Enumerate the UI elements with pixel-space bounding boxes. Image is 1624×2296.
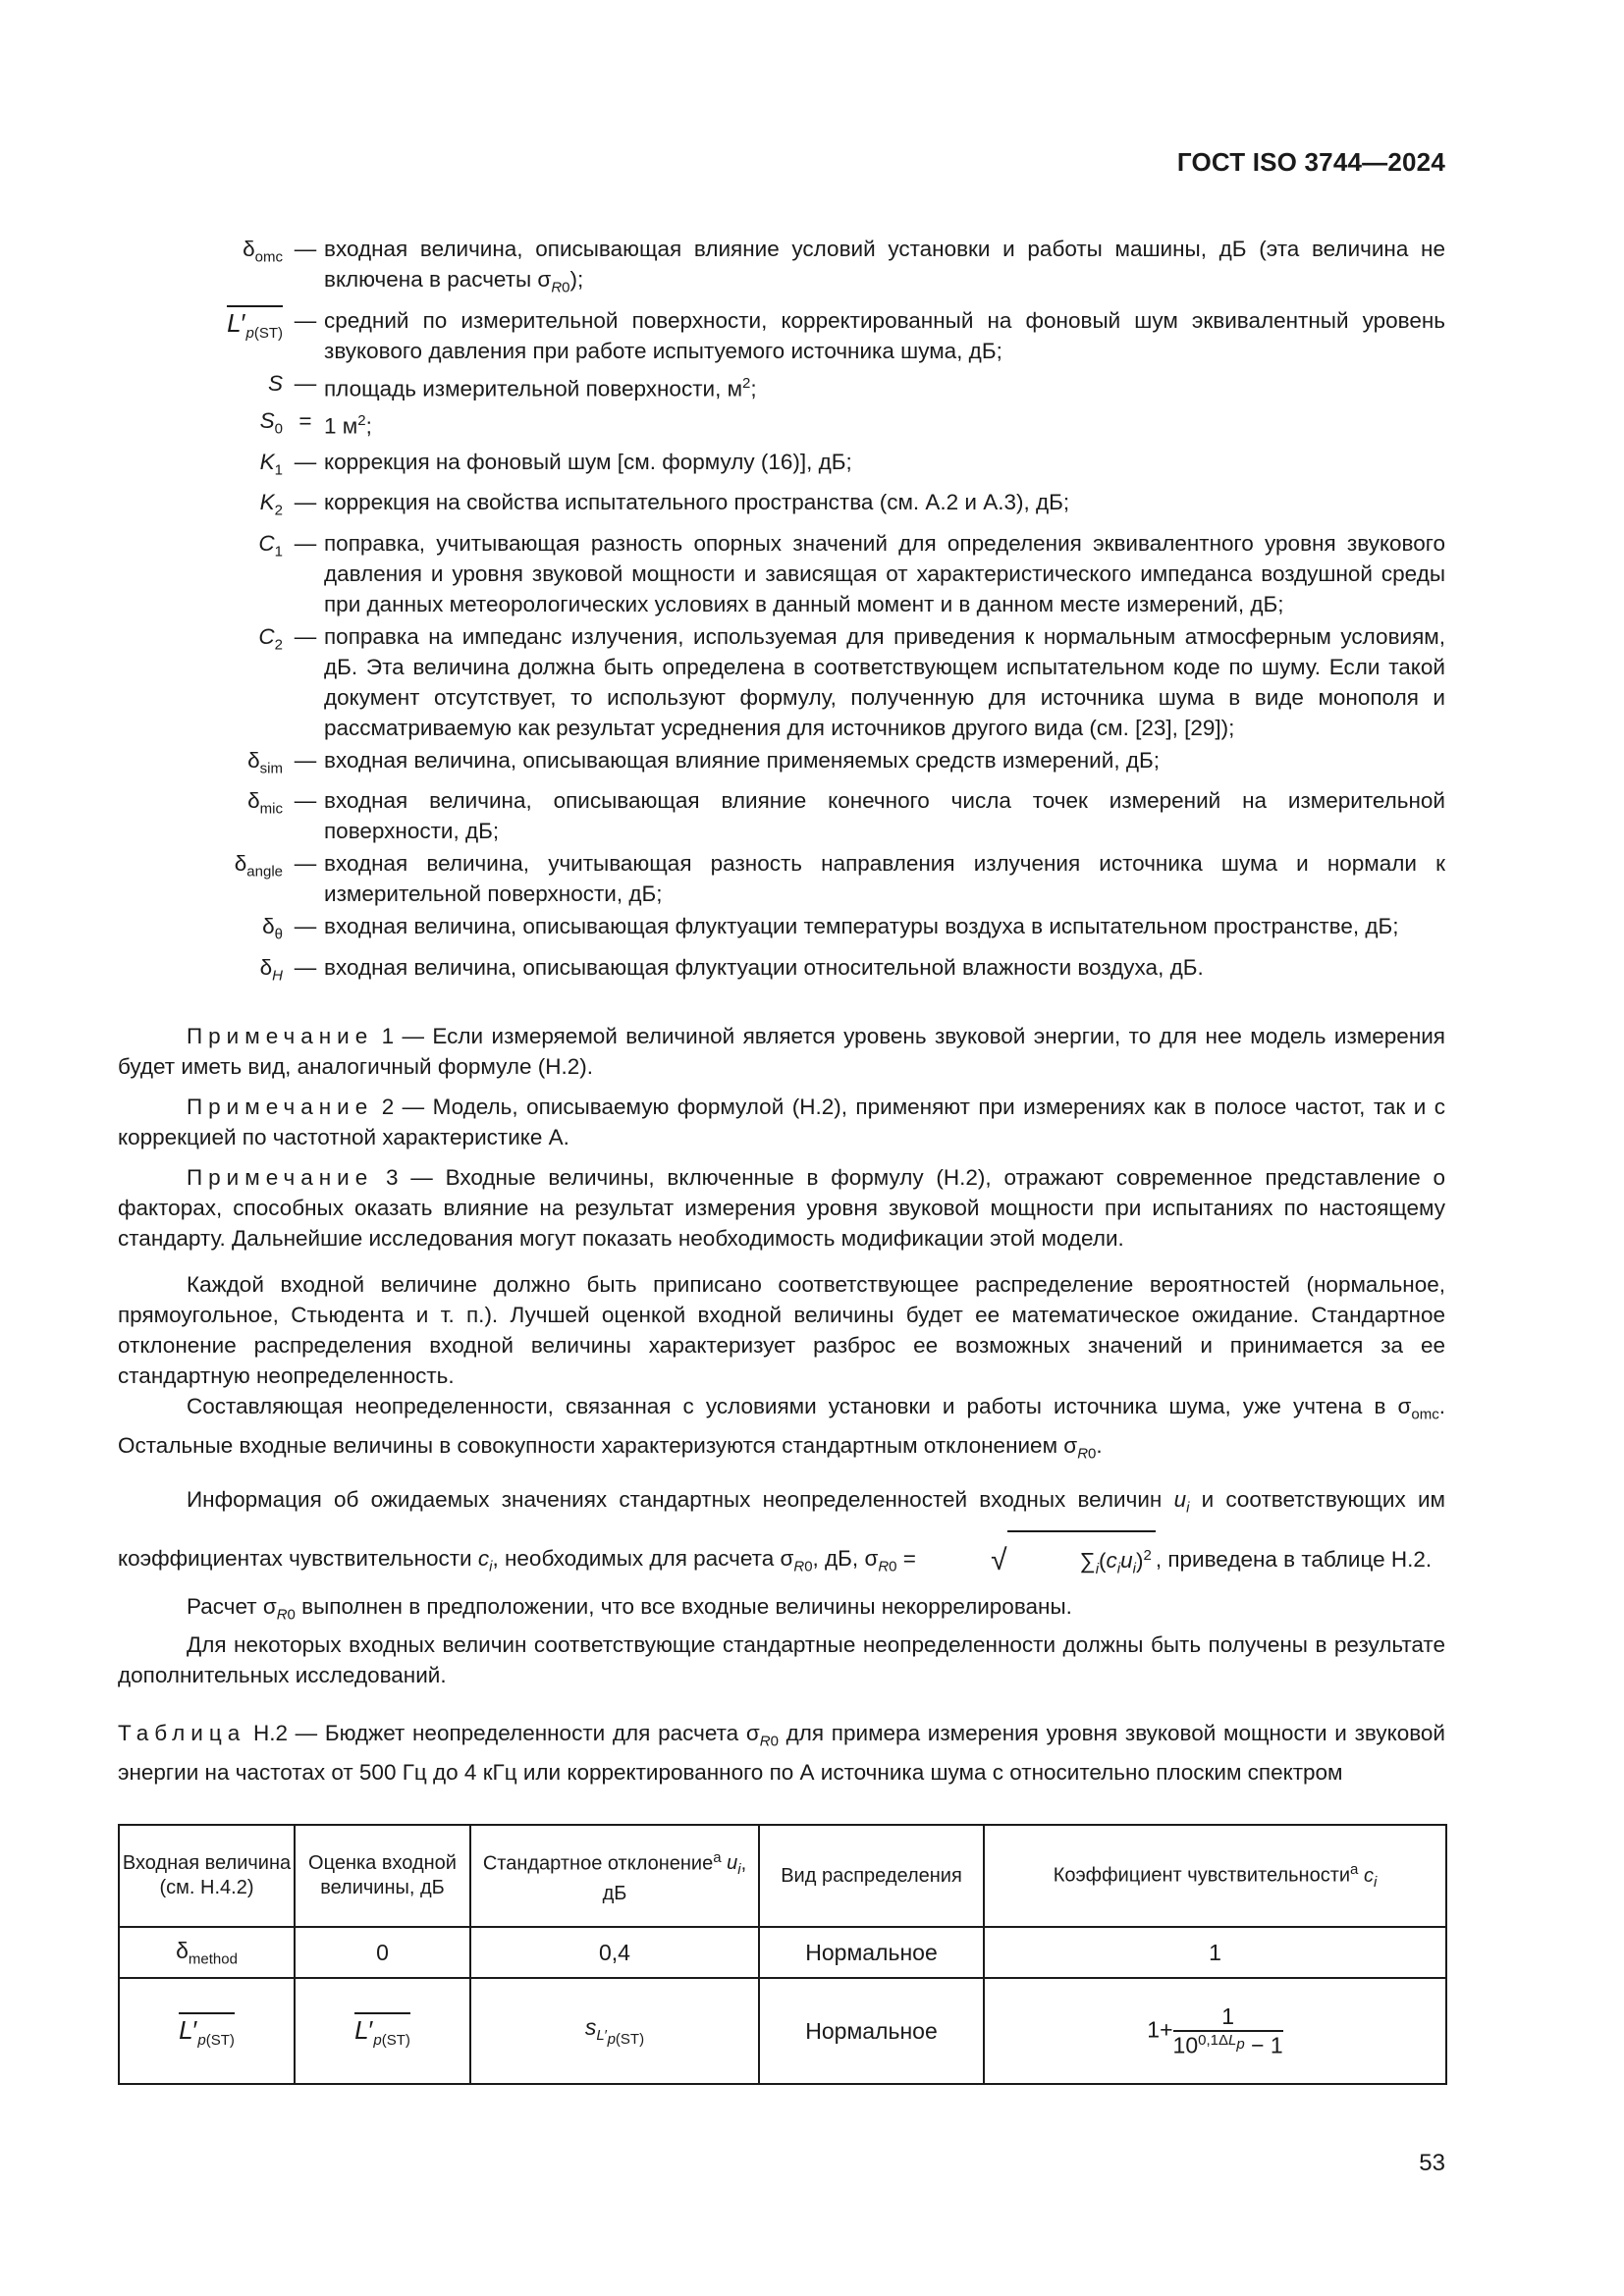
definition-symbol: $\delta_{mic}$ <box>247 788 283 818</box>
definition-dash: — <box>294 530 317 556</box>
definition-text: 1 $м^2$; <box>324 412 372 439</box>
definition-item <box>118 621 1445 743</box>
fraction-denominator: $10^{0,1\Delta L_p} - 1$ <box>1172 2031 1283 2058</box>
definition-item <box>118 785 1445 846</box>
definition-symbol: $\delta_\theta$ <box>262 914 283 943</box>
note-text: 3 — Входные величины, включенные в формулу (Н.2), отражают современное представление о факторах, способных оказать влияние на результат измерения уровня звуковой мощности при испытаниях по настоящему стандарту. Дальнейшие исследования могут показать необходимость модификации этой модели. <box>118 1165 1445 1251</box>
table-cell: $s_{L'_{p(ST)}}$ <box>470 1978 759 2084</box>
fraction-numerator: 1 <box>1173 2003 1283 2032</box>
note-label: Примечание <box>187 1095 374 1119</box>
definition-symbol: $\delta_{angle}$ <box>234 851 283 881</box>
table-header-cell: Входная величина (см. Н.4.2) <box>119 1825 295 1927</box>
sigma-formula <box>864 1543 1155 1577</box>
definition-symbol: $K_1$ <box>259 449 283 478</box>
definition-text: входная величина, описывающая влияние условий установки и работы машины, дБ (эта величина не включена в расчеты $\sigma_{R0}$); <box>324 237 1445 296</box>
table-cell: $\delta_{method}$ <box>119 1927 295 1978</box>
caption-label: Таблица <box>118 1721 246 1745</box>
table-header-row <box>119 1825 1446 1927</box>
definition-dash: — <box>294 307 317 333</box>
definition-dash: — <box>294 623 317 649</box>
definition-text: коррекция на свойства испытательного пространства (см. А.2 и А.3), дБ; <box>324 490 1070 514</box>
note-2 <box>118 1092 1445 1152</box>
definition-text: входная величина, описывающая флуктуации относительной влажности воздуха, дБ. <box>324 954 1204 980</box>
document-header: ГОСТ ISO 3744—2024 <box>1176 147 1445 177</box>
table-header-cell: Оценка входной величины, дБ <box>295 1825 470 1927</box>
page-number: 53 <box>1419 2150 1445 2176</box>
definition-text: средний по измерительной поверхности, корректированный на фоновый шум эквивалентный уровень звукового давления при работе испытуемого источника шума, дБ; <box>324 307 1445 363</box>
paragraph-text: Информация об ожидаемых значениях стандартных неопределенностей входных величин $u_i$ и соответствующих им коэффициентах чувствительности $c_i$, необходимых для расчета $\sigma_{R0}$, дБ, <box>118 1487 1445 1575</box>
definition-dash: — <box>294 851 317 876</box>
table-header-cell: Вид распределения <box>759 1825 984 1927</box>
definition-dash: — <box>294 370 317 396</box>
table-cell: $L'_{p(ST)}$ <box>119 1978 295 2084</box>
table-row <box>119 1978 1446 2084</box>
definition-text: входная величина, описывающая влияние конечного числа точек измерений на измерительной поверхности, дБ; <box>324 788 1445 843</box>
definition-item <box>118 405 1445 445</box>
definition-dash: — <box>294 914 317 938</box>
caption-text: Н.2 — Бюджет неопределенности для расчета $\sigma_{R0}$ для примера измерения уровня звуковой мощности и звуковой энергии на частотах от 500 Гц до 4 кГц или корректированного по А источника шума с относительно плоским спектром <box>118 1721 1445 1785</box>
definition-item <box>118 528 1445 619</box>
definition-text: площадь измерительной поверхности, $м^2$; <box>324 374 757 400</box>
definition-item <box>118 848 1445 909</box>
paragraph-text: , приведена в таблице Н.2. <box>1155 1546 1433 1572</box>
paragraph: Для некоторых входных величин соответствующие стандартные неопределенности должны быть получены в результате дополнительных исследований. <box>118 1632 1445 1687</box>
fraction <box>1173 2003 1283 2059</box>
uncertainty-budget-table <box>118 1824 1447 2085</box>
paragraph: Каждой входной величине должно быть приписано соответствующее распределение вероятностей (нормальное, прямоугольное, Стьюдента и т. п.). Лучшей оценкой входной величины будет ее математическое ожидание. Стандартное отклонение распределения входной величины характеризует разброс ее возможных значений и принимается за ее стандартную неопределенность. <box>118 1272 1445 1388</box>
table-cell-formula <box>984 1978 1446 2084</box>
definition-text: поправка, учитывающая разность опорных значений для определения эквивалентного уровня звукового давления и уровня звуковой мощности и зависящая от характеристического импеданса воздушной среды при данных метеорологических условиях в данный момент и в данном месте измерений, дБ; <box>324 530 1445 616</box>
table-cell: Нормальное <box>759 1978 984 2084</box>
definition-symbol: $L'_{p(ST)}$ <box>118 305 287 366</box>
definition-item <box>118 368 1445 404</box>
definition-item <box>118 487 1445 526</box>
table-cell: Нормальное <box>759 1927 984 1978</box>
definition-symbol: S <box>267 370 283 396</box>
table-cell: 1 <box>984 1927 1446 1978</box>
body-text <box>118 1021 1445 1700</box>
definition-text: коррекция на фоновый шум [см. формулу (16)], дБ; <box>324 449 852 474</box>
definition-dash: — <box>294 954 317 980</box>
definition-text: входная величина, описывающая флуктуации температуры воздуха в испытательном пространстве, дБ; <box>324 914 1399 938</box>
definition-item <box>118 305 1445 366</box>
definition-symbol: $K_2$ <box>259 490 283 519</box>
definition-symbol: $C_1$ <box>258 530 283 560</box>
definition-dash: — <box>294 490 317 514</box>
table-cell: $L'_{p(ST)}$ <box>295 1978 470 2084</box>
table-row <box>119 1927 1446 1978</box>
table-header-cell: Коэффициент чувствительности$^a$ $c_i$ <box>984 1825 1446 1927</box>
note-label: Примечание <box>187 1165 374 1190</box>
definition-item <box>118 952 1445 991</box>
definition-symbol: $S_0$ <box>259 408 283 438</box>
definition-dash: — <box>294 449 317 474</box>
formula-lhs: $\sigma_{R0}$ = <box>864 1546 923 1575</box>
definition-symbol: $\delta_{sim}$ <box>247 747 283 776</box>
table-header-cell: Стандартное отклонение$^a$ $u_i$, дБ <box>470 1825 759 1927</box>
definition-dash: — <box>294 747 317 773</box>
note-3 <box>118 1162 1445 1254</box>
formula-prefix: 1+ <box>1147 2016 1173 2043</box>
definition-dash: — <box>294 237 317 261</box>
definition-text: поправка на импеданс излучения, используемая для приведения к нормальным атмосферным условиям, дБ. Эта величина должна быть определена в соответствующем испытательном коде по шуму. Если такой документ отсутствует, то используют формулу, полученную для источника шума в виде монополя и рассматриваемую как результат усреднения для источников другого вида (см. [23], [29]); <box>324 623 1445 740</box>
note-text: 2 — Модель, описываемую формулой (Н.2), применяют при измерениях как в полосе частот, так и с коррекцией по частотной характеристике А. <box>118 1095 1445 1149</box>
definition-item <box>118 234 1445 303</box>
table-cell: 0,4 <box>470 1927 759 1978</box>
formula-radicand: $\sum_i(c_iu_i)^2$ <box>1007 1530 1156 1591</box>
definition-item <box>118 745 1445 784</box>
note-1 <box>118 1021 1445 1082</box>
definition-item <box>118 447 1445 486</box>
note-label: Примечание <box>187 1024 374 1048</box>
definition-symbol: $\delta_H$ <box>259 954 283 984</box>
definition-dash: — <box>294 788 317 813</box>
definition-symbol: $C_2$ <box>258 623 283 653</box>
paragraph: Составляющая неопределенности, связанная с условиями установки и работы источника шума, уже учтена в $\sigma_{omc}$. Остальные входные величины в совокупности характеризуются стандартным отклонением $\sigma_{R0}$. <box>118 1394 1445 1462</box>
definitions-list <box>118 234 1445 992</box>
definition-text: входная величина, учитывающая разность направления излучения источника шума и нормали к измерительной поверхности, дБ; <box>324 851 1445 906</box>
table-cell: 0 <box>295 1927 470 1978</box>
paragraph-formula <box>118 1478 1445 1591</box>
definition-text: входная величина, описывающая влияние применяемых средств измерений, дБ; <box>324 747 1160 773</box>
definition-symbol: $\delta_{omc}$ <box>243 237 283 266</box>
sqrt-radical: √ $\sum_i(c_iu_i)^2$ <box>922 1530 1156 1591</box>
table-caption <box>118 1718 1445 1788</box>
definition-dash: = <box>298 408 312 433</box>
paragraph: Расчет $\sigma_{R0}$ выполнен в предположении, что все входные величины некоррелированы. <box>187 1593 1072 1623</box>
note-text: 1 — Если измеряемой величиной является уровень звуковой энергии, то для нее модель измерения будет иметь вид, аналогичный формуле (Н.2). <box>118 1024 1445 1079</box>
definition-item <box>118 911 1445 950</box>
